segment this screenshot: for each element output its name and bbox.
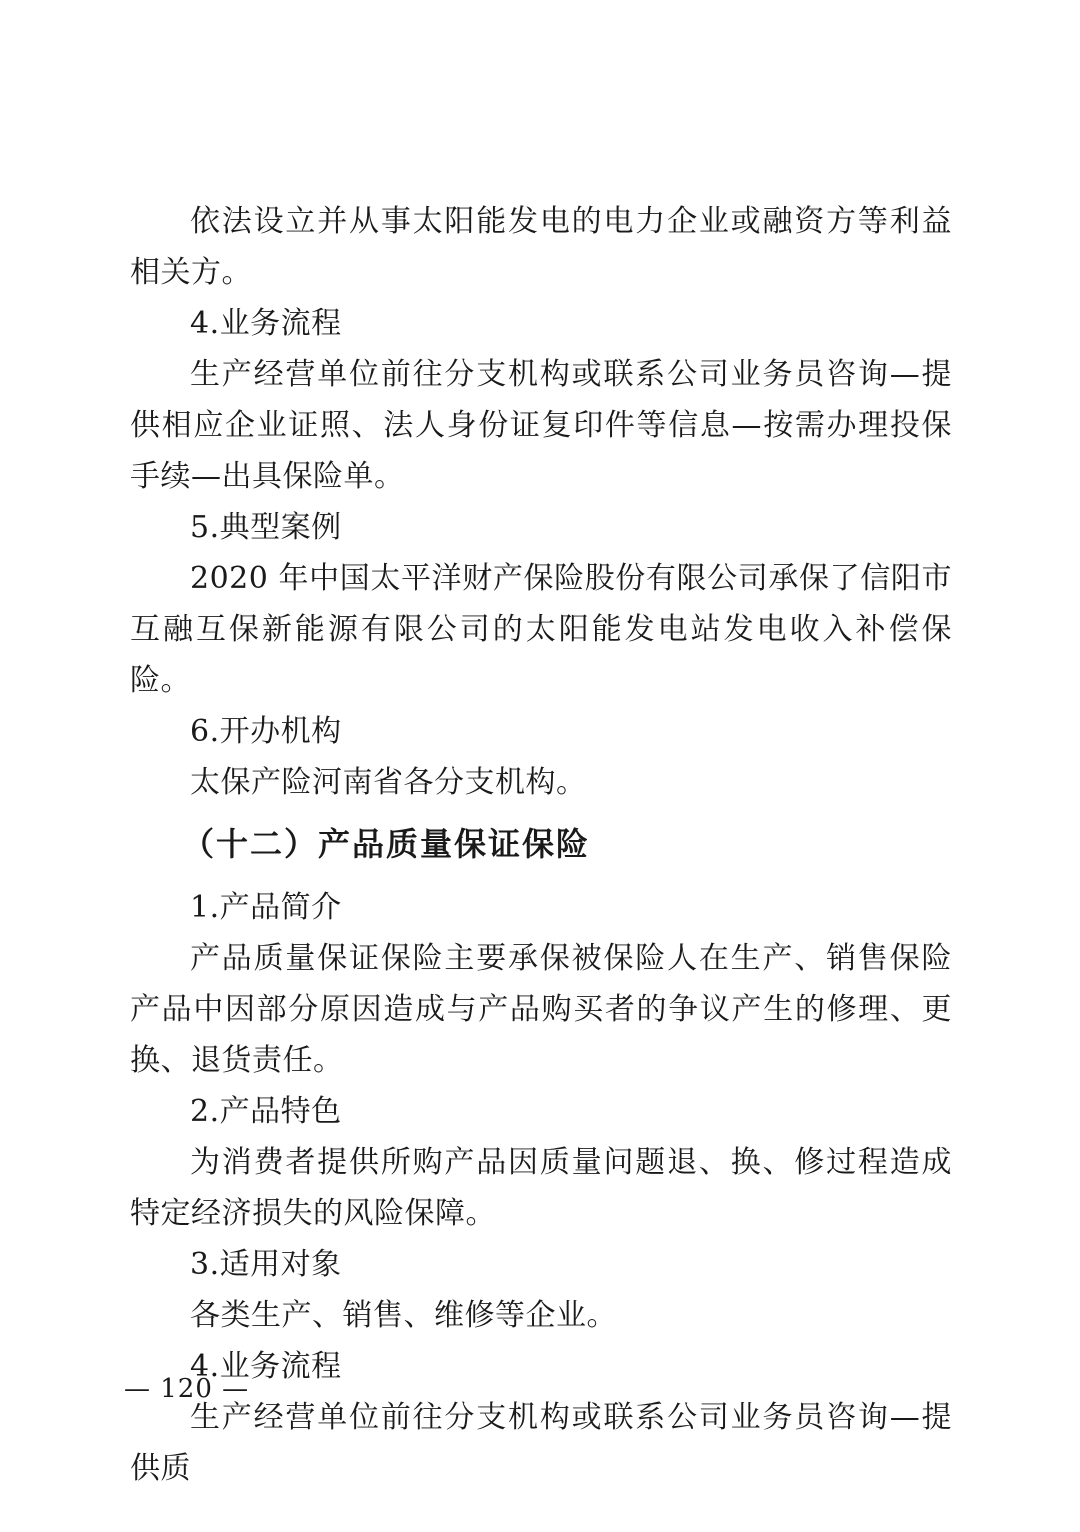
subheading: 3.适用对象 [190, 1247, 342, 1282]
paragraph: 生产经营单位前往分支机构或联系公司业务员咨询—提供相应企业证照、法人身份证复印件等信息—按需办理投保手续—出具保险单。 [130, 357, 952, 494]
subheading: 2.产品特色 [190, 1094, 342, 1129]
paragraph: 生产经营单位前往分支机构或联系公司业务员咨询—提供质 [130, 1400, 952, 1486]
paragraph: 产品质量保证保险主要承保被保险人在生产、销售保险产品中因部分原因造成与产品购买者的争议产生的修理、更换、退货责任。 [130, 941, 952, 1078]
paragraph: 为消费者提供所购产品因质量问题退、换、修过程造成特定经济损失的风险保障。 [130, 1145, 952, 1231]
subheading: 1.产品简介 [190, 890, 342, 925]
subheading: 4.业务流程 [190, 1349, 342, 1384]
section-heading: （十二）产品质量保证保险 [182, 825, 591, 863]
subheading: 6.开办机构 [190, 714, 342, 749]
paragraph: 2020 年中国太平洋财产保险股份有限公司承保了信阳市互融互保新能源有限公司的太阳能发电站发电收入补偿保险。 [130, 561, 952, 698]
subheading: 5.典型案例 [190, 510, 342, 545]
paragraph: 太保产险河南省各分支机构。 [190, 765, 587, 800]
paragraph: 各类生产、销售、维修等企业。 [190, 1298, 617, 1333]
page-number: — 120 — [124, 1374, 250, 1404]
paragraph: 依法设立并从事太阳能发电的电力企业或融资方等利益相关方。 [130, 204, 952, 290]
document-body [130, 196, 952, 1494]
subheading: 4.业务流程 [190, 306, 342, 341]
